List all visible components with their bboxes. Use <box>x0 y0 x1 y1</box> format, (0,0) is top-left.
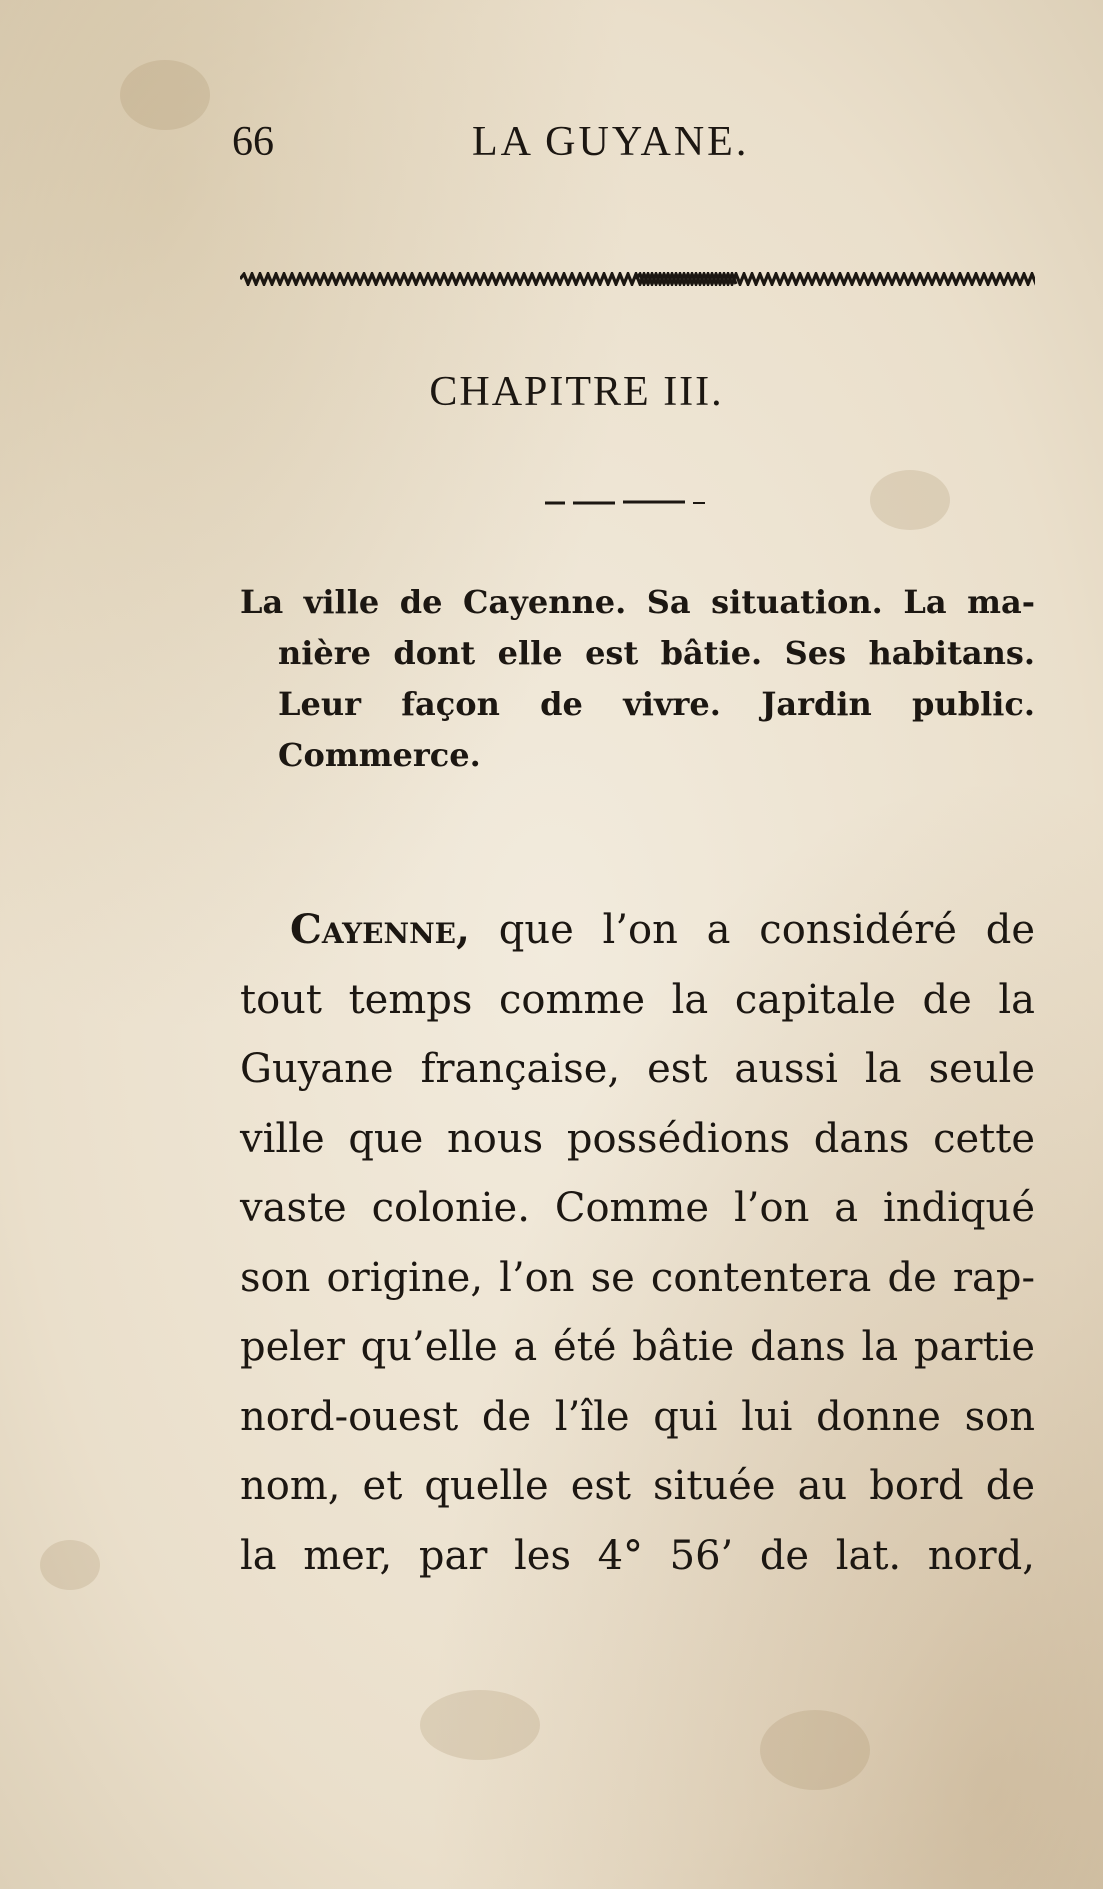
body-line <box>240 895 1035 966</box>
body-line: nord-ouest de l’île qui lui donne son <box>240 1393 1035 1440</box>
paper-stain <box>760 1710 870 1790</box>
paper-stain <box>420 1690 540 1760</box>
summary-line: Leur façon de vivre. Jardin public. <box>278 685 1035 723</box>
body-paragraph <box>240 895 1035 1591</box>
ornamental-wavy-rule <box>240 272 1035 286</box>
body-line: nom, et quelle est située au bord de <box>240 1463 1035 1509</box>
running-title: LA GUYANE. <box>472 119 750 165</box>
paper-stain <box>870 470 950 530</box>
page-header <box>232 118 792 178</box>
lead-word: Cayenne, <box>290 906 470 953</box>
chapter-title: CHAPITRE III. <box>429 369 724 415</box>
body-line: tout temps comme la capitale de la <box>240 976 1035 1023</box>
paper-stain <box>40 1540 100 1590</box>
body-line: peler qu’elle a été bâtie dans la partie <box>240 1324 1035 1370</box>
summary-line: nière dont elle est bâtie. Ses habitans. <box>278 634 1035 672</box>
chapter-summary <box>240 577 1035 781</box>
summary-line: Commerce. <box>278 736 481 774</box>
page-number: 66 <box>232 119 274 165</box>
first-line-text: que l’on a considéré de <box>498 907 1035 953</box>
chapter-divider-rule <box>545 498 715 506</box>
body-line: la mer, par les 4° 56’ de lat. nord, <box>240 1532 1035 1579</box>
body-line: Guyane française, est aussi la seule <box>240 1046 1035 1092</box>
body-line: vaste colonie. Comme l’on a indiqué <box>240 1185 1035 1231</box>
body-line: son origine, l’on se contentera de rap- <box>240 1254 1035 1301</box>
body-line: ville que nous possédions dans cette <box>240 1115 1035 1162</box>
summary-line: La ville de Cayenne. Sa situation. La ma- <box>240 583 1035 621</box>
paper-stain <box>120 60 210 130</box>
